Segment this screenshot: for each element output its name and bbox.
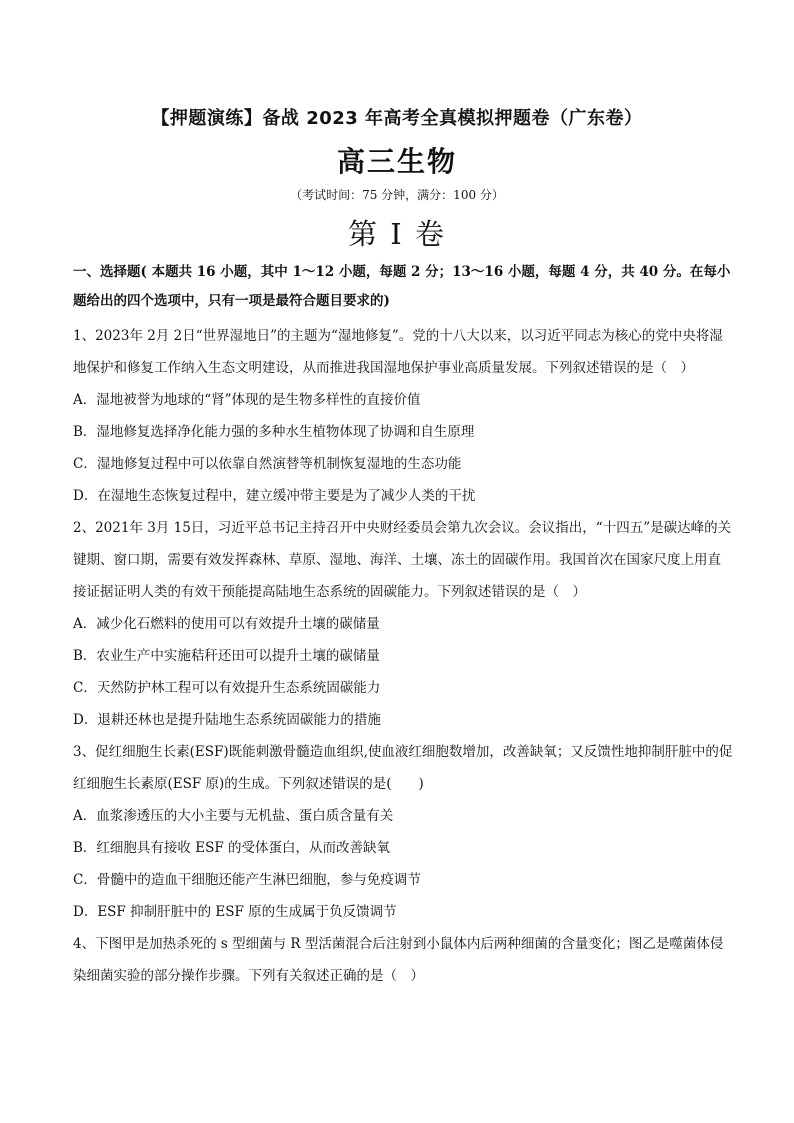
question-1 bbox=[73, 320, 733, 512]
question-stem: 4、下图甲是加热杀死的 s 型细菌与 R 型活菌混合后注射到小鼠体内后两种细菌的含量变化；图乙是噬菌体侵染细菌实验的部分操作步骤。下列有关叙述正确的是（ ） bbox=[73, 936, 724, 984]
option-c: C．天然防护林工程可以有效提升生态系统固碳能力 bbox=[73, 680, 381, 696]
question-section bbox=[73, 258, 733, 992]
option-b: B．湿地修复选择净化能力强的多种水生植物体现了协调和自生原理 bbox=[73, 424, 475, 440]
option-a: A．湿地被誉为地球的“肾”体现的是生物多样性的直接价值 bbox=[73, 392, 421, 408]
option-b: B．红细胞具有接收 ESF 的受体蛋白，从而改善缺氧 bbox=[73, 840, 390, 856]
question-stem: 2、2021年 3月 15日，习近平总书记主持召开中央财经委员会第九次会议。会议指出，“十四五”是碳达峰的关键期、窗口期，需要有效发挥森林、草原、湿地、海洋、土壤、冻土的固碳作用。我国首次在国家尺度上用直接证据证明人类的有效干预能提高陆地生态系统的固碳能力。下列叙述错误的是（ ） bbox=[73, 520, 732, 600]
volume-heading: 第 I 卷 bbox=[348, 217, 446, 251]
question-3 bbox=[73, 736, 733, 928]
exam-duration-note: （考试时间：75 分钟，满分：100 分） bbox=[290, 188, 504, 202]
option-c: C．骨髓中的造血干细胞还能产生淋巴细胞，参与免疫调节 bbox=[73, 872, 421, 888]
option-c: C．湿地修复过程中可以依靠自然演替等机制恢复湿地的生态功能 bbox=[73, 456, 462, 472]
option-d: D．退耕还林也是提升陆地生态系统固碳能力的措施 bbox=[73, 712, 381, 728]
option-a: A．减少化石燃料的使用可以有效提升土壤的碳储量 bbox=[73, 616, 380, 632]
question-4 bbox=[73, 928, 733, 992]
question-stem: 1、2023年 2月 2日“世界湿地日”的主题为“湿地修复”。党的十八大以来，以习近平同志为核心的党中央将湿地保护和修复工作纳入生态文明建设，从而推进我国湿地保护事业高质量发展。下列叙述错误的是（ ） bbox=[73, 328, 723, 376]
question-stem: 3、促红细胞生长素(ESF)既能刺激骨髓造血组织,使血液红细胞数增加，改善缺氧；又反馈性地抑制肝脏中的促红细胞生长素原(ESF 原)的生成。下列叙述错误的是( ) bbox=[73, 744, 733, 792]
question-2 bbox=[73, 512, 733, 736]
option-b: B．农业生产中实施秸秆还田可以提升土壤的碳储量 bbox=[73, 648, 380, 664]
option-a: A．血浆渗透压的大小主要与无机盐、蛋白质含量有关 bbox=[73, 808, 394, 824]
section-instructions: 一、选择题( 本题共 16 小题，其中 1～12 小题，每题 2 分；13～16 小题，每题 4 分，共 40 分。在每小题给出的四个选项中，只有一项是最符合题目要求的) bbox=[73, 264, 731, 309]
option-d: D．在湿地生态恢复过程中，建立缓冲带主要是为了减少人类的干扰 bbox=[73, 488, 476, 504]
option-d: D．ESF 抑制肝脏中的 ESF 原的生成属于负反馈调节 bbox=[73, 904, 397, 920]
exam-header: 【押题演练】备战 2023 年高考全真模拟押题卷（广东卷） bbox=[151, 108, 643, 129]
subject-title: 高三生物 bbox=[336, 145, 457, 178]
